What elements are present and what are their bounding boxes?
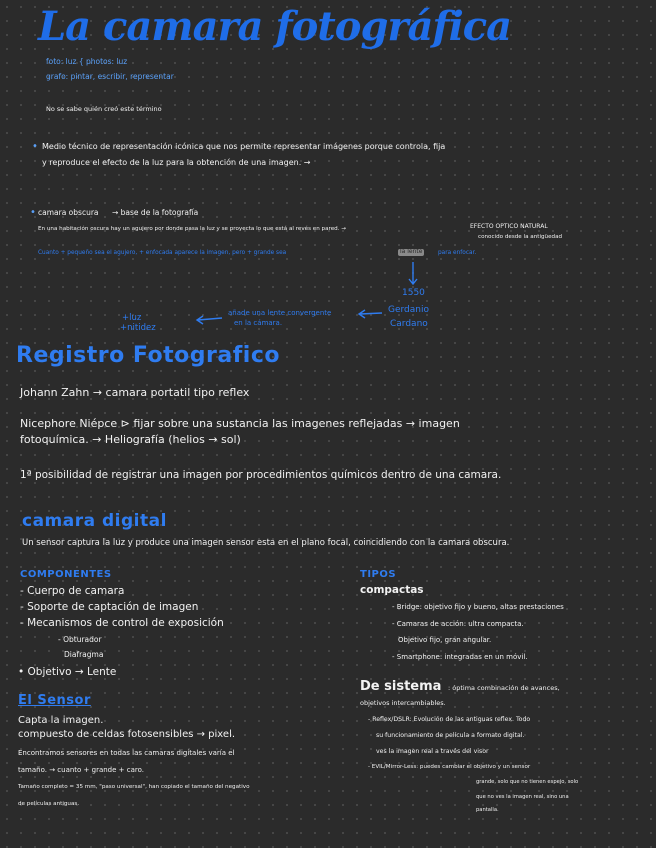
camera-obscura-label: camara obscura xyxy=(38,208,99,217)
evil-line: pantalla. xyxy=(476,807,499,813)
tipos-de-sistema: De sistema xyxy=(360,679,442,694)
result-more-light: +luz xyxy=(122,313,142,323)
de-sistema-desc: : óptima combinación de avances, xyxy=(448,684,560,692)
sensor-line-1: Capta la imagen. xyxy=(18,715,104,726)
tipos-compactas: compactas xyxy=(360,584,424,596)
camera-obscura-focus-end: para enfocar. xyxy=(438,250,477,256)
adds-lens-note-2: en la cámara. xyxy=(234,319,283,327)
compact-item: Objetivo fijo, gran angular. xyxy=(398,636,492,644)
componente-item: - Soporte de captación de imagen xyxy=(20,601,199,613)
unknown-inventor-note: No se sabe quién creó este término xyxy=(46,105,162,113)
camera-obscura-bullet: • xyxy=(30,207,36,218)
reflex-line: - Reflex/DSLR: Evolución de las antiguas reflex. Todo xyxy=(368,716,531,723)
sensor-line-5: Tamaño completo = 35 mm, "paso universal", han copiado el tamaño del negativo xyxy=(18,784,250,790)
registro-zahn: Johann Zahn → camara portatil tipo reflex xyxy=(20,386,250,399)
reflex-line: ves la imagen real a través del visor xyxy=(376,748,489,755)
digital-description: Un sensor captura la luz y produce una imagen sensor esta en el plano focal, coincidiendo con la camara obscura. xyxy=(22,538,510,548)
componente-sub-item: Diafragma xyxy=(64,650,104,659)
result-more-sharpness: +nitidez xyxy=(120,323,156,333)
compact-item: - Camaras de acción: ultra compacta. xyxy=(392,620,524,628)
componente-sub-item: - Obturador xyxy=(58,635,102,644)
arrow-left-icon xyxy=(197,310,382,324)
sensor-heading: El Sensor xyxy=(18,693,91,708)
compact-item: - Smartphone: integradas en un móvil. xyxy=(392,653,528,661)
page-title: La camara fotográfica xyxy=(38,3,512,50)
registro-first-possibility: 1ª posibilidad de registrar una imagen por procedimientos químicos dentro de una camara. xyxy=(20,469,502,481)
de-sistema-desc-2: objetivos intercambiables. xyxy=(360,699,446,707)
adds-lens-note: añade una lente convergente xyxy=(228,309,332,317)
optical-effect-label: EFECTO OPTICO NATURAL xyxy=(470,223,548,230)
evil-line: - EVIL/Mirror-Less: puedes cambiar el objetivo y un sensor xyxy=(368,764,531,770)
camera-obscura-focus-note: Cuanto + pequeño sea el agujero, + enfocada aparece la imagen, pero + grande sea xyxy=(38,250,287,256)
year-1550: 1550 xyxy=(402,288,425,298)
reflex-line: su funcionamiento de película a formato digital. xyxy=(376,732,525,739)
camera-obscura-base: → base de la fotografía xyxy=(112,208,199,217)
definition-bullet: • xyxy=(32,141,38,152)
componentes-heading: COMPONENTES xyxy=(20,569,112,580)
inventor-gerdanio: Gerdanio xyxy=(388,305,429,315)
registro-heading: Registro Fotografico xyxy=(16,343,280,368)
componente-item: - Cuerpo de camara xyxy=(20,585,125,597)
inventor-cardano: Cardano xyxy=(390,319,428,329)
definition-line-1: Medio técnico de representación icónica que nos permite representar imágenes porque controla, fija xyxy=(42,142,446,151)
evil-line: que no ves la imagen real, sino una xyxy=(476,794,569,800)
definition-line-2: y reproduce el efecto de la luz para la obtención de una imagen. → xyxy=(42,158,311,167)
tipos-heading: TIPOS xyxy=(360,569,397,580)
componente-item: - Mecanismos de control de exposición xyxy=(20,617,224,629)
arrow-down-icon xyxy=(409,262,417,284)
componente-objetivo: • Objetivo → Lente xyxy=(18,666,117,678)
registro-niepce: Nicephore Niépce ⊳ fijar sobre una sustancia las imagenes reflejadas → imagen xyxy=(20,417,460,430)
sensor-line-4: tamaño. → cuanto + grande + caro. xyxy=(18,766,144,774)
optical-effect-sub: conocido desde la antigüedad xyxy=(478,234,563,240)
etymology-foto: foto: luz { photos: luz xyxy=(46,57,128,66)
registro-heliografia: fotoquímica. → Heliografía (helios → sol) xyxy=(20,433,241,446)
lens-highlight: la lente xyxy=(400,248,423,255)
evil-line: grande, solo que no tienen espejo, solo xyxy=(476,779,579,785)
camera-obscura-explanation: En una habitación oscura hay un agujero por donde pasa la luz y se proyecta lo que está al revés en pared. → xyxy=(38,226,346,232)
digital-heading: camara digital xyxy=(22,511,167,531)
sensor-line-6: de películas antiguas. xyxy=(18,801,80,807)
compact-item: - Bridge: objetivo fijo y bueno, altas prestaciones xyxy=(392,603,564,611)
sensor-line-3: Encontramos sensores en todas las camaras digitales varía el xyxy=(18,749,235,757)
sensor-line-2: compuesto de celdas fotosensibles → pixel. xyxy=(18,729,236,740)
etymology-grafo: grafo: pintar, escribir, representar xyxy=(46,72,174,81)
